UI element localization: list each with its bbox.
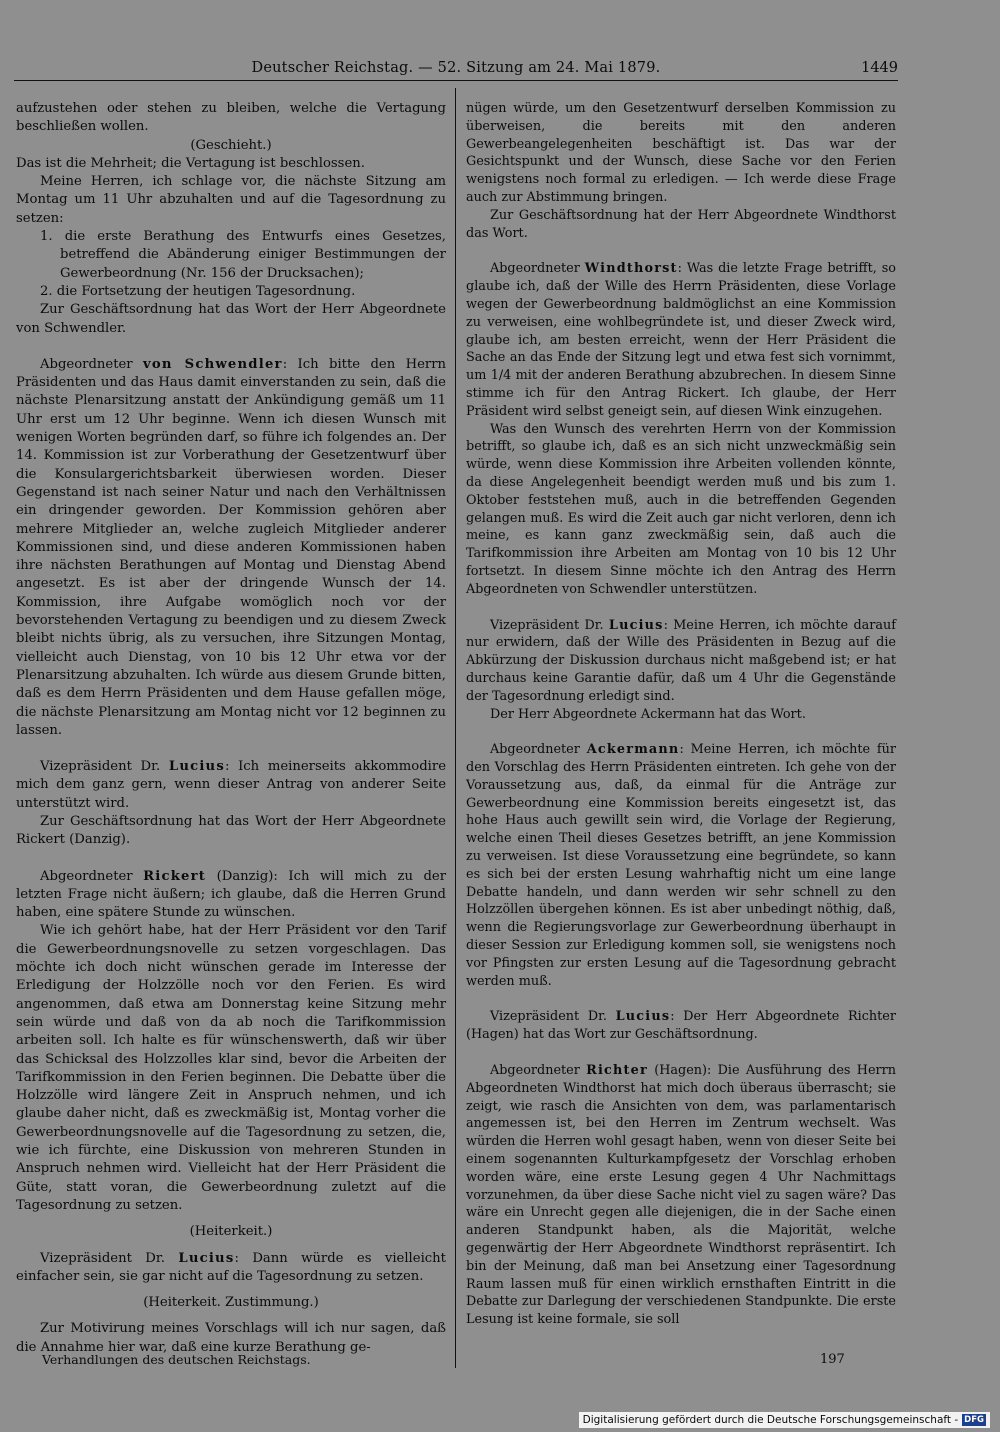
speech <box>16 1250 446 1287</box>
speaker-name: Richter <box>586 1063 648 1079</box>
speaker-role: Vizepräsident Dr. <box>40 1250 165 1266</box>
footer-publication-title: Verhandlungen des deutschen Reichstags. <box>42 1352 311 1367</box>
speech-text: : Dann würde es vielleicht einfacher sein, sie gar nicht auf die Tagesordnung zu setzen. <box>16 1250 446 1284</box>
dfg-logo-icon: DFG <box>964 1415 984 1425</box>
speaker-role: Abgeordneter <box>490 261 580 277</box>
speech <box>466 617 896 706</box>
paragraph: Was den Wunsch des verehrten Herrn von der Kommission betrifft, so glaube ich, daß es an sich nicht unzweckmäßig sein würde, wenn diese Kommission ihre Arbeiten vollenden könnte, da diese Angelegenheit beendigt werden muß und bis zum 1. Oktober feststehen muß, auch in die betreffenden Gegenden gelangen muß. Es wird die Zeit auch gar nicht verloren, denn ich meine, es kann ganz zweckmäßig sein, daß auch die Tarifkommission ihre Arbeiten am Montag von 10 bis 12 Uhr fortsetzt. In diesem Sinne möchte ich den Antrag des Herrn Abgeordneten von Schwendler unterstützen. <box>466 421 896 597</box>
page-header-title: Deutscher Reichstag. — 52. Sitzung am 24. Mai 1879. <box>251 60 661 76</box>
paragraph: Das ist die Mehrheit; die Vertagung ist beschlossen. <box>16 155 365 171</box>
speech <box>466 741 896 990</box>
speech <box>466 1008 896 1044</box>
speaker-role: Abgeordneter <box>490 742 580 758</box>
speech-text: : Meine Herren, ich möchte darauf nur erwidern, daß der Wille des Präsidenten in Bezug auf die Abkürzung der Diskussion durchaus nicht maßgebend ist; er hat durchaus keine Garantie dafür, daß um 4 Uhr die Gegenstände der Tagesordnung erledigt sind. <box>466 617 896 704</box>
paragraph: Zur Geschäftsordnung hat der Herr Abgeordnete Windthorst das Wort. <box>466 207 896 241</box>
speaker-role: Abgeordneter <box>40 868 133 884</box>
running-header <box>14 58 898 81</box>
speech <box>16 868 446 923</box>
stage-direction: (Geschieht.) <box>190 137 272 153</box>
speaker-name: Ackermann <box>586 742 680 758</box>
credit-text: Digitalisierung gefördert durch die Deutsche Forschungsgemeinschaft - <box>582 1414 959 1426</box>
speaker-name: Lucius <box>615 1009 671 1025</box>
speech-text: (Hagen): Die Ausführung des Herrn Abgeordneten Windthorst hat mich doch überaus überrascht; sie zeigt, wie rasch die Ansichten von dem, was parlamentarisch angemessen ist, bei den Herren im Zentrum wechselt. Was würden die Herren wohl gesagt haben, wenn von dieser Seite bei einem sogenannten Kulturkampfgesetz der Vorschlag erhoben worden wäre, eine erste Lesung gegen 4 Uhr Nachmittags vorzunehmen, da über diese Sache nicht viel zu sagen wäre? Das wäre ein Unrecht gegen alle diejenigen, die in der Sache einen anderen Standpunkt haben, als die Majorität, welche gegenwärtig der Herr Abgeordnete Windthorst repräsentirt. Ich bin der Meinung, daß man bei Ansetzung einer Tagesordnung Raum lassen muß für einen wirklich ernsthaften Eintritt in die Debatte zur Darlegung der verschiedenen Standpunkte. Die erste Lesung ist keine formale, sie soll <box>466 1063 896 1328</box>
speaker-name: Rickert <box>143 868 207 884</box>
speech <box>466 260 896 420</box>
left-column <box>16 100 446 1370</box>
speaker-name: von Schwendler <box>143 356 283 372</box>
speech <box>466 1062 896 1329</box>
paragraph: Zur Geschäftsordnung hat das Wort der Herr Abgeordnete von Schwendler. <box>16 302 446 336</box>
speech-text: : Was die letzte Frage betrifft, so glaube ich, daß der Wille des Herrn Präsidenten, diese Vorlage wegen der Gewerbeordnung baldmöglichst an eine Kommission zu verweisen, eine wohlbegründete ist, und dieser Zweck wird, glaube ich, am besten erreicht, wenn der Herr Präsident die Sache an das Ende der Sitzung legt und etwa fest sich vornimmt, um 1/4 mit der anderen Berathung abzubrechen. In diesem Sinne stimme ich für den Antrag Rickert. Ich glaube, der Herr Präsident wird selbst geneigt sein, auf diesen Wink einzugehen. <box>466 261 896 419</box>
stage-direction: (Heiterkeit.) <box>189 1224 273 1240</box>
speech <box>16 758 446 813</box>
speech-text: : Ich bitte den Herrn Präsidenten und das Haus damit einverstanden zu sein, daß die nächste Plenarsitzung anstatt der Ankündigung gemäß um 11 Uhr erst um 12 Uhr beginne. Wenn ich diesen Wunsch mit wenigen Worten begründen darf, so führe ich folgendes an. Der 14. Kommission ist zur Vorberathung der Gesetzentwurf über die Konsulargerichtsbarkeit überwiesen worden. Dieser Gegenstand ist nach seiner Natur und nach den Verhältnissen ein dringender geworden. Der Kommission gehören aber mehrere Mitglieder an, welche zugleich Mitglieder anderer Kommissionen sind, und diese anderen Kommissionen haben ihre nächsten Berathungen auf Montag und Dienstag Abend angesetzt. Es ist aber der dringende Wunsch der 14. Kommission, ihre Aufgabe womöglich noch vor der bevorstehenden Vertagung zu beendigen und zu diesem Zweck bleibt nichts übrig, als zu versuchen, ihre Sitzungen Montag, vielleicht auch Dienstag, von 10 bis 12 Uhr etwa vor der Plenarsitzung abzuhalten. Ich würde aus diesem Grunde bitten, daß es dem Herrn Präsidenten und dem Hause gefallen möge, die nächste Plenarsitzung am Montag nicht vor 12 beginnen zu lassen. <box>16 356 446 738</box>
paragraph: Wie ich gehört habe, hat der Herr Präsident vor den Tarif die Gewerbeordnungsnovelle zu setzen vorgeschlagen. Das möchte ich doch nicht wünschen gerade im Interesse der Erledigung der Holzzölle noch vor den Ferien. Es wird angenommen, daß etwa am Donnerstag keine Sitzung mehr sein würde und daß von da ab noch die Tarifkommission arbeiten soll. Ich halte es für wünschenswerth, daß wir über das Schicksal des Holzzolles klar sind, bevor die Arbeiten der Tarifkommission in den Ferien beginnen. Die Debatte über die Holzzölle wird längere Zeit in Anspruch nehmen, und ich glaube daher nicht, daß es zweckmäßig ist, Montag vorher die Gewerbeordnungsnovelle auf die Tagesordnung zu setzen, die, wie ich fürchte, eine Diskussion von mehreren Stunden in Anspruch nehmen wird. Vielleicht hat der Herr Präsident die Güte, statt voran, die Gewerbeordnung zuletzt auf die Tagesordnung zu setzen. <box>16 923 446 1213</box>
digitization-credit <box>579 1412 990 1428</box>
stage-direction: (Heiterkeit. Zustimmung.) <box>143 1295 319 1311</box>
paragraph: Zur Motivirung meines Vorschlags will ich nur sagen, daß die Annahme hier war, daß eine kurze Berathung ge- <box>16 1321 446 1355</box>
page-number: 1449 <box>861 60 898 76</box>
speaker-name: Windthorst <box>584 261 678 277</box>
speech-text: (Danzig): Ich will mich zu der letzten Frage nicht äußern; ich glaube, daß die Herren Grund haben, eine spätere Stunde zu wünschen. <box>16 868 446 921</box>
speech-text: : Ich meinerseits akkommodire mich dem ganz gern, wenn dieser Antrag von anderer Seite unterstützt wird. <box>16 759 446 811</box>
speech-text: : Der Herr Abgeordnete Richter (Hagen) hat das Wort zur Geschäftsordnung. <box>466 1009 896 1043</box>
speaker-role: Vizepräsident Dr. <box>40 759 161 775</box>
sheet-signature: 197 <box>820 1352 845 1367</box>
speaker-role: Abgeordneter <box>490 1063 580 1079</box>
paragraph: Zur Geschäftsordnung hat das Wort der Herr Abgeordnete Rickert (Danzig). <box>16 813 446 848</box>
speaker-name: Lucius <box>608 617 664 633</box>
paragraph: nügen würde, um den Gesetzentwurf derselben Kommission zu überweisen, die bereits mit den anderen Gewerbeangelegenheiten beschäftigt ist. Das war der Gesichtspunkt und der Wunsch, diese Sache vor den Ferien wenigstens noch formal zu erledigen. — Ich werde diese Frage auch zur Abstimmung bringen. <box>466 101 896 205</box>
agenda-item: 1. die erste Berathung des Entwurfs eines Gesetzes, betreffend die Abänderung einiger Bestimmungen der Gewerbeordnung (Nr. 156 der Drucksachen); <box>40 229 446 281</box>
speaker-role: Vizepräsident Dr. <box>490 617 604 633</box>
paragraph: aufzustehen oder stehen zu bleiben, welche die Vertagung beschließen wollen. <box>16 101 446 135</box>
speaker-name: Lucius <box>168 759 225 775</box>
column-divider <box>455 88 456 1368</box>
speaker-name: Lucius <box>178 1250 235 1266</box>
paragraph: Meine Herren, ich schlage vor, die nächste Sitzung am Montag um 11 Uhr abzuhalten und auf die Tagesordnung zu setzen: <box>16 174 446 226</box>
paragraph: Der Herr Abgeordnete Ackermann hat das Wort. <box>490 706 806 722</box>
speech-text: : Meine Herren, ich möchte für den Vorschlag des Herrn Präsidenten eintreten. Ich gehe von der Voraussetzung aus, daß, da einmal für die Anträge zur Gewerbeordnung eine Kommission bereits eingesetzt ist, das hohe Haus auch gewillt sein wird, die Vorlage der Regierung, welche einen Theil dieses Gesetzes betrifft, an jene Kommission zu verweisen. Ist diese Voraussetzung eine begründete, so kann es sich bei der ersten Lesung wahrhaftig nicht um eine lange Debatte handeln, und dann werden wir sehr schnell zu den Holzzöllen übergehen können. Es ist aber unbedingt nöthig, daß, wenn die Regierungsvorlage zur Gewerbeordnung überhaupt in dieser Session zur Erledigung kommen soll, sie wenigstens noch vor Pfingsten zur ersten Lesung auf die Tagesordnung gebracht werden muß. <box>466 742 896 989</box>
speaker-role: Abgeordneter <box>40 356 133 372</box>
agenda-item: 2. die Fortsetzung der heutigen Tagesordnung. <box>40 283 356 299</box>
speech <box>16 356 446 740</box>
speaker-role: Vizepräsident Dr. <box>490 1009 607 1025</box>
right-column <box>466 100 896 1340</box>
